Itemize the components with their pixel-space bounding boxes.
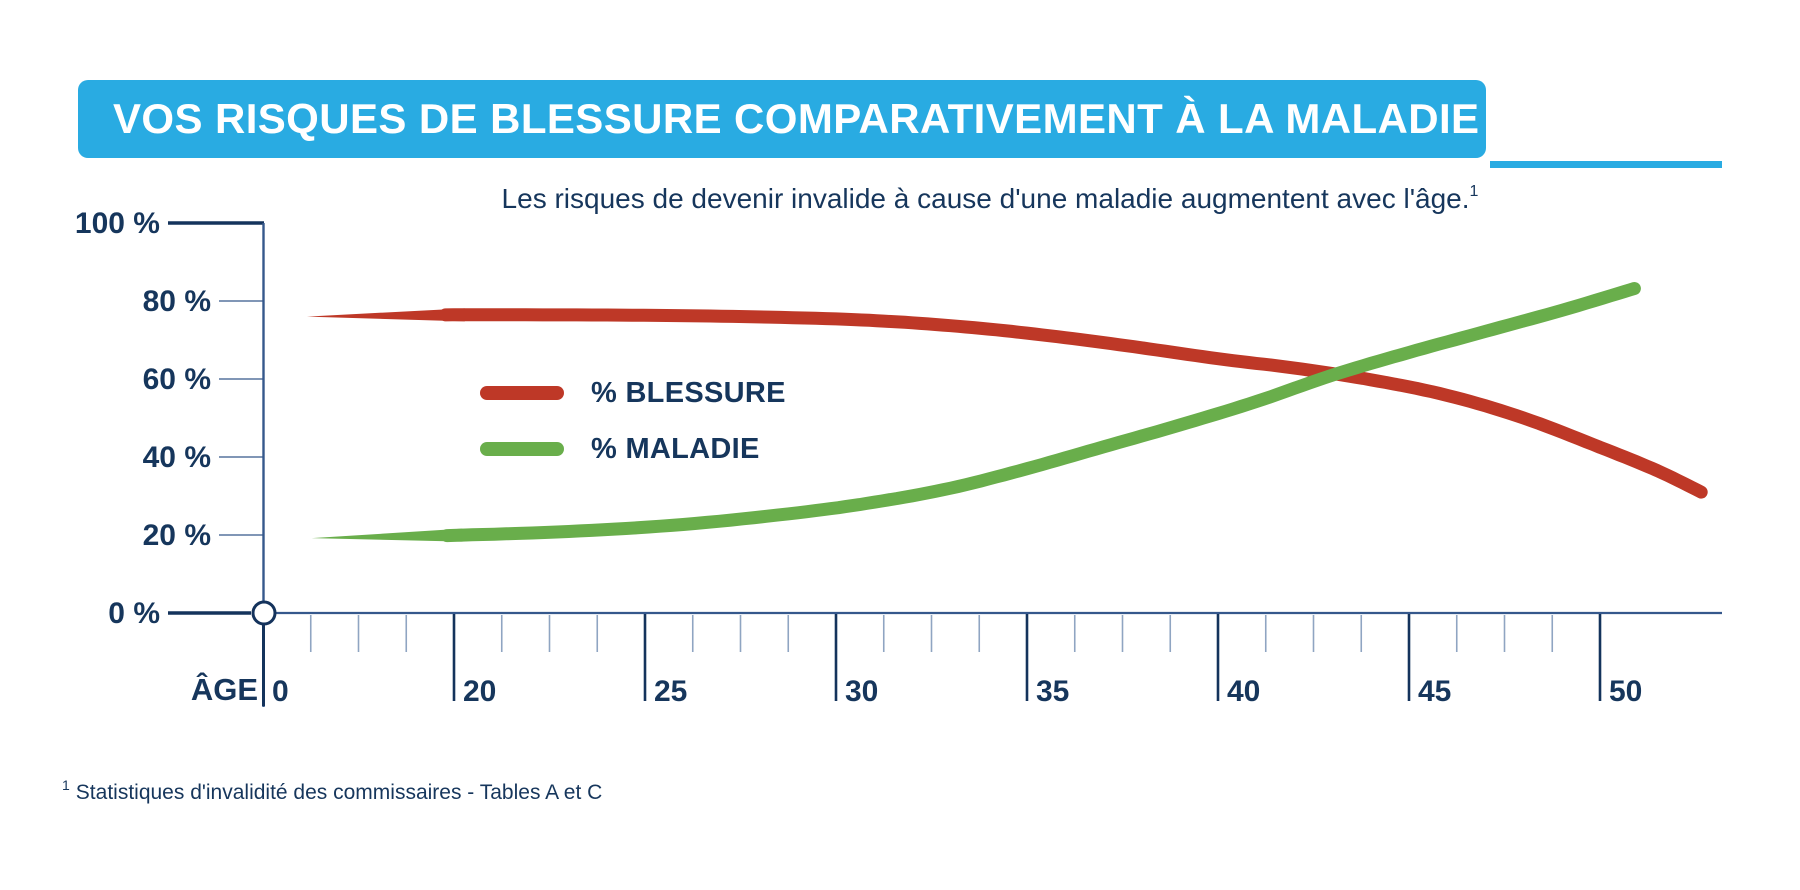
- age-axis-label: ÂGE: [190, 672, 258, 707]
- y-tick-label: 60 %: [142, 363, 211, 396]
- y-tick-label: 80 %: [142, 285, 211, 318]
- x-tick-label: 50: [1609, 675, 1643, 708]
- chart-legend: [480, 377, 786, 465]
- series-taper-maladie: [312, 529, 463, 542]
- x-tick-label: 25: [654, 675, 688, 708]
- y-tick-label: 40 %: [142, 441, 211, 474]
- x-tick-label: 45: [1418, 675, 1452, 708]
- footnote: [62, 778, 602, 805]
- x-tick-label: 0: [272, 675, 289, 708]
- legend-swatch: [480, 386, 564, 400]
- legend-swatch: [480, 442, 564, 456]
- legend-label: % BLESSURE: [591, 376, 786, 409]
- x-tick-label: 35: [1036, 675, 1070, 708]
- y-tick-label: 0 %: [108, 597, 160, 630]
- page-title: VOS RISQUES DE BLESSURE COMPARATIVEMENT À LA MALADIE: [113, 95, 1480, 142]
- y-tick-label: 20 %: [142, 519, 211, 552]
- legend-label: % MALADIE: [591, 432, 760, 465]
- x-tick-label: 40: [1227, 675, 1261, 708]
- legend-item: [480, 433, 786, 465]
- x-tick-label: 30: [845, 675, 879, 708]
- origin-circle: [253, 602, 275, 624]
- y-tick-label: 100 %: [74, 207, 160, 240]
- chart-subtitle-superscript: 1: [1469, 182, 1479, 200]
- x-tick-label: 20: [463, 675, 497, 708]
- legend-item: [480, 377, 786, 409]
- chart-subtitle-text: Les risques de devenir invalide à cause d'une maladie augmentent avec l'âge.: [501, 183, 1470, 214]
- footnote-text: Statistiques d'invalidité des commissaires - Tables A et C: [75, 781, 603, 804]
- footnote-superscript: 1: [62, 777, 70, 793]
